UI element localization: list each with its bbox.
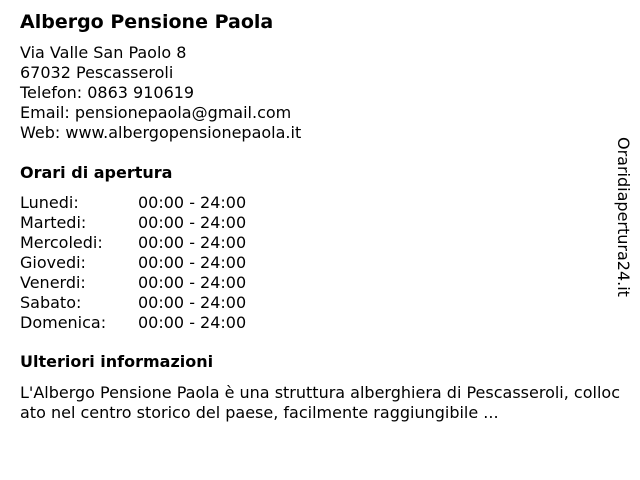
hours-row-tuesday <box>20 213 620 233</box>
business-card <box>20 8 620 423</box>
hours-value: 00:00 - 24:00 <box>138 193 247 212</box>
hours-value: 00:00 - 24:00 <box>138 213 247 232</box>
day-label: Venerdi: <box>20 273 86 292</box>
phone-number: Telefon: 0863 910619 <box>20 83 195 102</box>
day-label: Sabato: <box>20 293 82 312</box>
day-label: Lunedi: <box>20 193 79 212</box>
contact-block <box>20 43 620 143</box>
hours-row-wednesday <box>20 233 620 253</box>
day-label: Martedi: <box>20 213 87 232</box>
hours-value: 00:00 - 24:00 <box>138 293 247 312</box>
site-watermark: Oraridiapertura24.it <box>614 137 633 297</box>
more-info-title: Ulteriori informazioni <box>20 352 214 371</box>
hours-value: 00:00 - 24:00 <box>138 273 247 292</box>
hours-row-friday <box>20 273 620 293</box>
hours-value: 00:00 - 24:00 <box>138 313 247 332</box>
hours-value: 00:00 - 24:00 <box>138 233 247 252</box>
opening-hours-title: Orari di apertura <box>20 163 173 182</box>
email-address: Email: pensionepaola@gmail.com <box>20 103 292 122</box>
address-street: Via Valle San Paolo 8 <box>20 43 187 62</box>
opening-hours-table <box>20 193 620 333</box>
hours-row-thursday <box>20 253 620 273</box>
hours-row-sunday <box>20 313 620 333</box>
day-label: Domenica: <box>20 313 107 332</box>
more-info-text: L'Albergo Pensione Paola è una struttura alberghiera di Pescasseroli, collocato nel centro storico del paese, facilmente raggiungibile ... <box>20 383 620 422</box>
day-label: Giovedi: <box>20 253 86 272</box>
day-label: Mercoledi: <box>20 233 103 252</box>
hours-value: 00:00 - 24:00 <box>138 253 247 272</box>
hours-row-monday <box>20 193 620 213</box>
website: Web: www.albergopensionepaola.it <box>20 123 302 142</box>
hours-row-saturday <box>20 293 620 313</box>
address-city: 67032 Pescasseroli <box>20 63 174 82</box>
business-name: Albergo Pensione Paola <box>20 11 274 33</box>
